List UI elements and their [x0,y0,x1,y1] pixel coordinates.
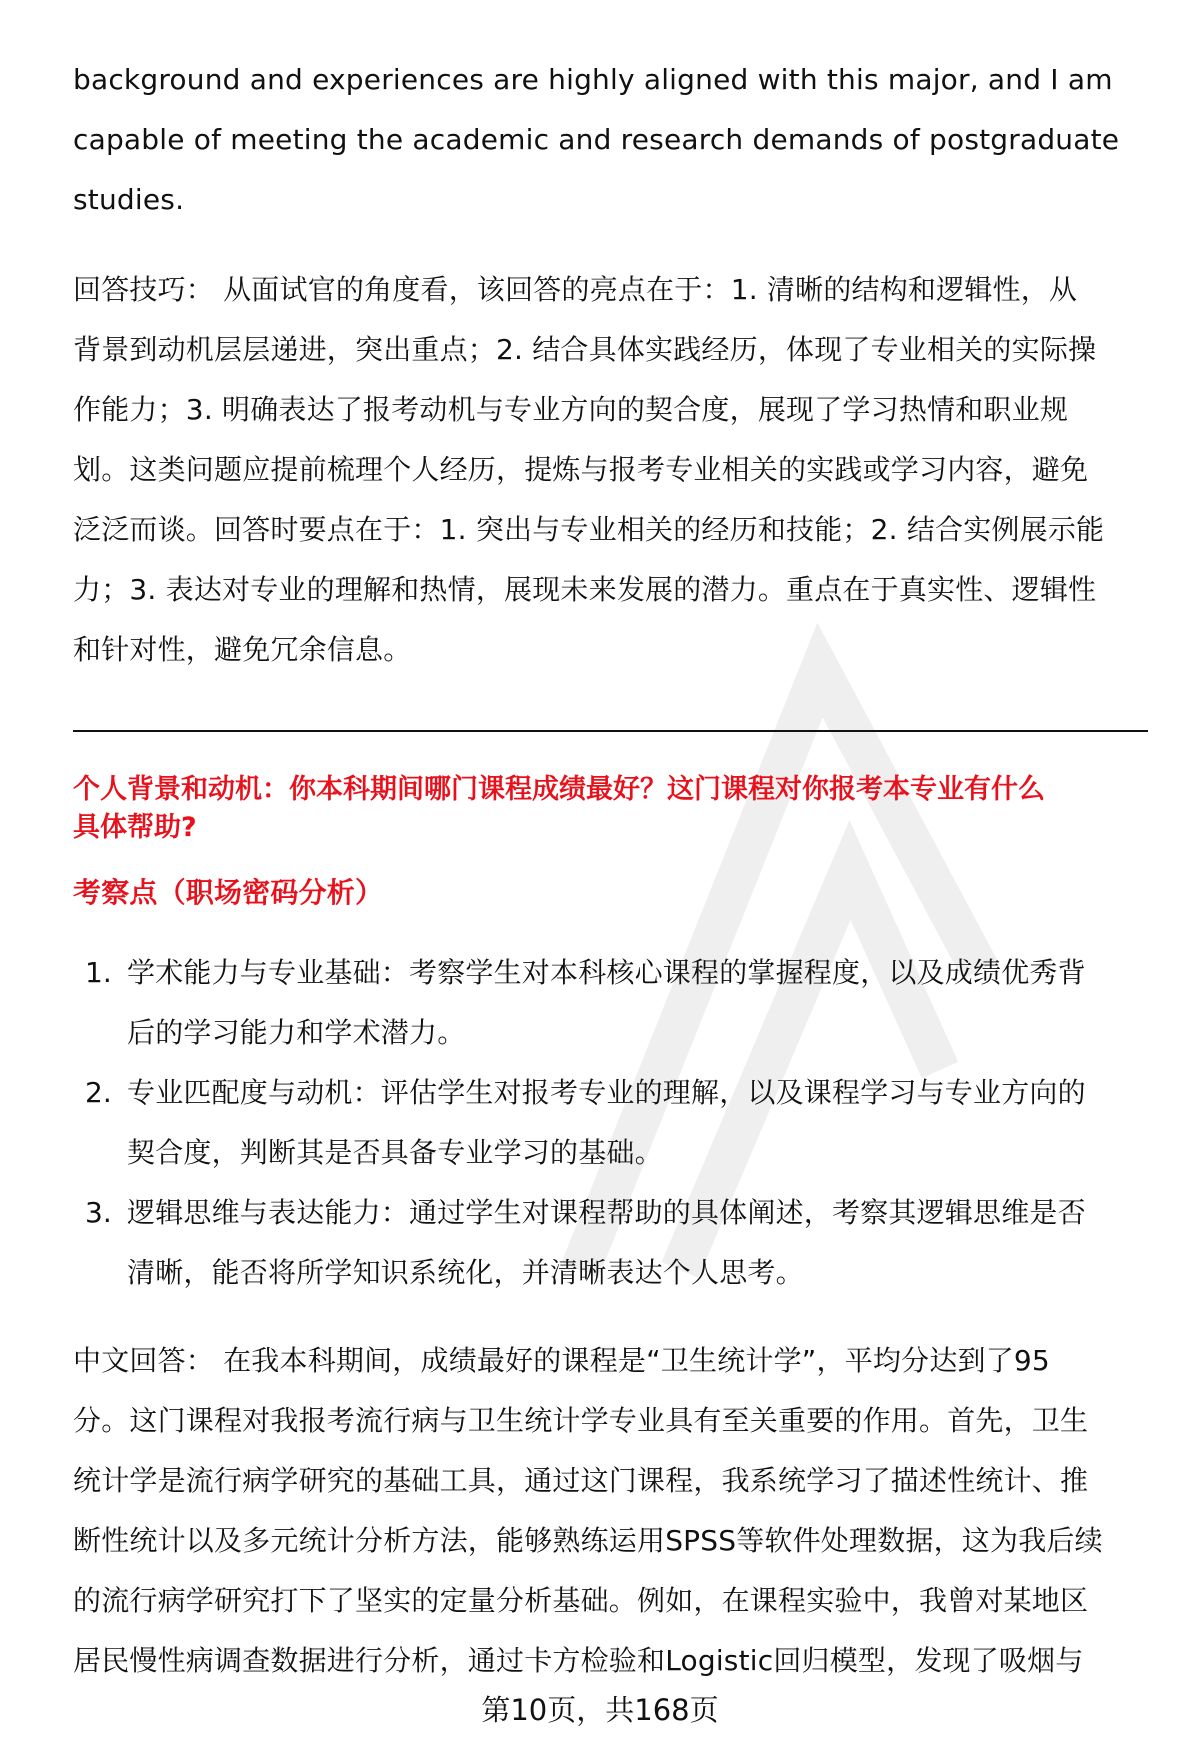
chinese-answer [73,1331,1163,1691]
text-line: 统计学是流行病学研究的基础工具，通过这门课程，我系统学习了描述性统计、推 [73,1464,1089,1497]
text-line: 清晰，能否将所学知识系统化，并清晰表达个人思考。 [127,1256,804,1289]
text-line: 力；3. 表达对专业的理解和热情，展现未来发展的潜力。重点在于真实性、逻辑性 [73,573,1097,606]
english-answer-tail [73,50,1163,230]
focus-list [73,943,1163,1303]
text-line: 分。这门课程对我报考流行病与卫生统计学专业具有至关重要的作用。首先，卫生 [73,1404,1089,1437]
section-divider [73,730,1148,732]
text-line: capable of meeting the academic and research demands of postgraduate [73,123,1120,156]
list-number: 1. [85,956,112,989]
answer-tips [73,260,1163,680]
text-line: 回答技巧： 从面试官的角度看，该回答的亮点在于：1. 清晰的结构和逻辑性，从 [73,273,1078,306]
text-line: 和针对性，避免冗余信息。 [73,633,412,666]
list-number: 3. [85,1196,112,1229]
text-line: 断性统计以及多元统计分析方法，能够熟练运用SPSS等软件处理数据，这为我后续 [73,1524,1103,1557]
list-number: 2. [85,1076,112,1109]
text-line: studies. [73,183,185,216]
text-line: 个人背景和动机：你本科期间哪门课程成绩最好？这门课程对你报考本专业有什么 [73,774,1045,805]
text-line: 具体帮助? [73,812,197,843]
text-line: 居民慢性病调查数据进行分析，通过卡方检验和Logistic回归模型，发现了吸烟与 [73,1644,1084,1677]
focus-list-item [73,1183,1163,1303]
text-line: background and experiences are highly aligned with this major, and I am [73,63,1113,96]
text-line: 学术能力与专业基础：考察学生对本科核心课程的掌握程度，以及成绩优秀背 [127,956,1086,989]
text-line: 背景到动机层层递进，突出重点；2. 结合具体实践经历，体现了专业相关的实际操 [73,333,1097,366]
text-line: 契合度，判断其是否具备专业学习的基础。 [127,1136,663,1169]
focus-list-item [73,943,1163,1063]
question-heading [73,771,1163,847]
text-line: 作能力；3. 明确表达了报考动机与专业方向的契合度，展现了学习热情和职业规 [73,393,1069,426]
text-line: 的流行病学研究打下了坚实的定量分析基础。例如，在课程实验中，我曾对某地区 [73,1584,1089,1617]
text-line: 逻辑思维与表达能力：通过学生对课程帮助的具体阐述，考察其逻辑思维是否 [127,1196,1086,1229]
focus-list-item [73,1063,1163,1183]
text-line: 中文回答： 在我本科期间，成绩最好的课程是“卫生统计学”，平均分达到了95 [73,1344,1050,1377]
text-line: 划。这类问题应提前梳理个人经历，提炼与报考专业相关的实践或学习内容，避免 [73,453,1089,486]
focus-title: 考察点（职场密码分析） [73,876,384,909]
text-line: 后的学习能力和学术潜力。 [127,1016,466,1049]
page-number: 第10页，共168页 [481,1693,719,1727]
text-line: 专业匹配度与动机：评估学生对报考专业的理解，以及课程学习与专业方向的 [127,1076,1086,1109]
text-line: 泛泛而谈。回答时要点在于：1. 突出与专业相关的经历和技能；2. 结合实例展示能 [73,513,1105,546]
